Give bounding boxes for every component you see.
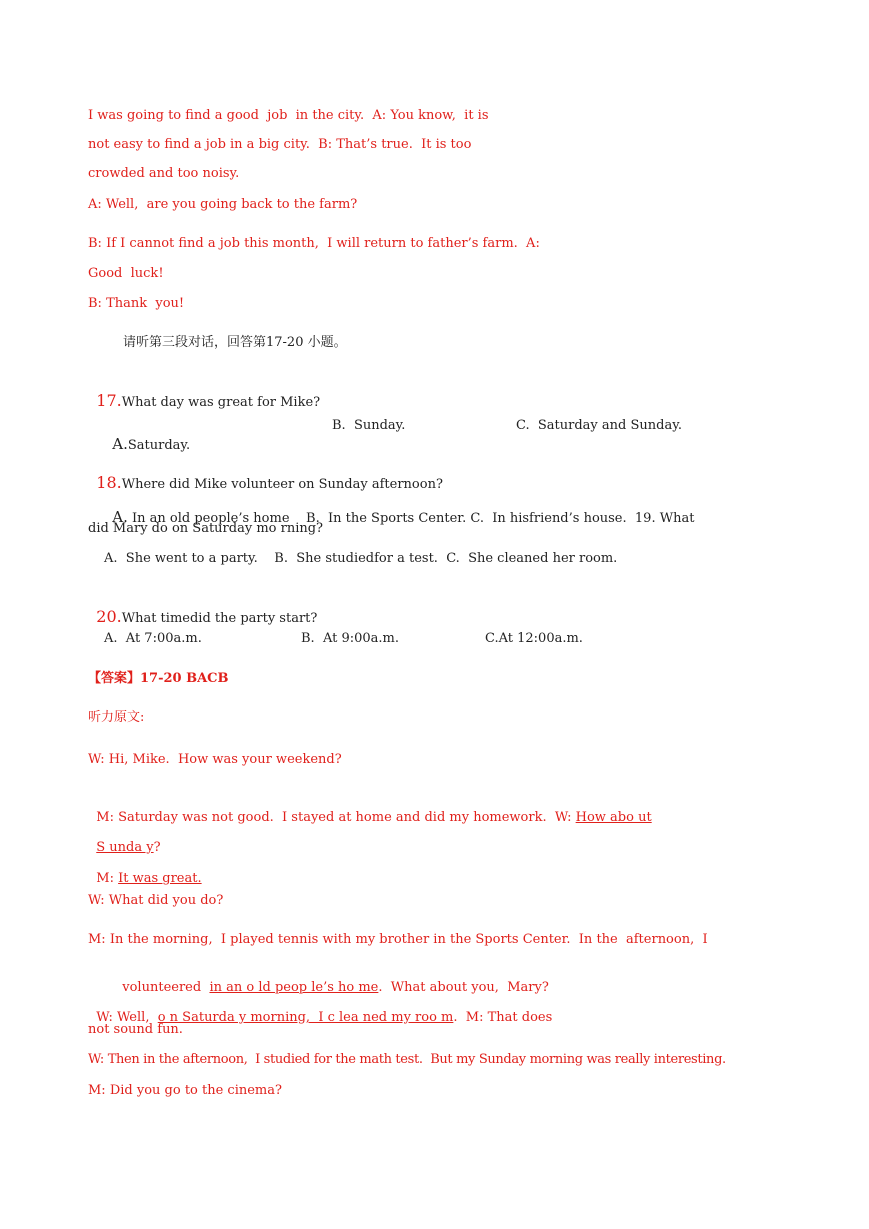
dialogue-line-5: B: If I cannot find a job this month, I will return to father’s farm. A: (88, 236, 540, 251)
q17-option-c[interactable]: C. Saturday and Sunday. (516, 418, 682, 433)
transcript-text: M: Saturday was not good. I stayed at home and did my homework. W: (96, 810, 576, 825)
underlined-phrase: in an o ld peop le’s ho me (209, 980, 379, 995)
dialogue-line-2: not easy to find a job in a big city. B: That’s true. It is too (88, 137, 472, 152)
transcript-text: . What about you, Mary? (378, 980, 549, 995)
question-text: What timedid the party start? (121, 611, 318, 626)
transcript-text: M: (96, 871, 119, 886)
underlined-phrase: S unda y (96, 840, 154, 855)
question-number: 17. (96, 391, 122, 410)
underlined-phrase: o n Saturda y morning, I c lea ned my roo m (157, 1010, 454, 1025)
q17-option-b[interactable]: B. Sunday. (332, 418, 406, 433)
question-20 (88, 590, 317, 628)
transcript-line-5: W: What did you do? (88, 893, 224, 908)
question-number: 18. (96, 473, 122, 492)
transcript-text: . M: That does (453, 1010, 553, 1025)
dialogue-line-3: crowded and too noisy. (88, 166, 240, 181)
option-text: Saturday. (127, 438, 191, 453)
q20-option-c[interactable]: C.At 12:00a.m. (485, 631, 583, 646)
transcript-line-1: W: Hi, Mike. How was your weekend? (88, 752, 342, 767)
underlined-phrase: It was great. (118, 871, 202, 886)
underlined-phrase: How abo ut (575, 810, 652, 825)
dialogue-line-6: Good luck! (88, 266, 164, 281)
q20-option-b[interactable]: B. At 9:00a.m. (301, 631, 400, 646)
transcript-line-9: not sound fun. (88, 1022, 183, 1037)
dialogue-line-1: I was going to find a good job in the city. A: You know, it is (88, 108, 489, 123)
transcript-line-11: M: Did you go to the cinema? (88, 1083, 282, 1098)
section-instruction: 请听第三段对话，回答第17-20 小题。 (123, 335, 347, 350)
question-text: Where did Mike volunteer on Sunday afternoon? (121, 477, 443, 492)
transcript-line-2 (88, 791, 652, 827)
question-number: 20. (96, 607, 122, 626)
q19-question-text: did Mary do on Saturday mo rning? (88, 521, 324, 536)
transcript-line-10: W: Then in the afternoon, I studied for the math test. But my Sunday morning was really interesting. (88, 1052, 726, 1067)
question-18 (88, 456, 443, 494)
transcript-text: volunteered (122, 980, 210, 995)
answer-key: 【答案】17-20 BACB (88, 671, 229, 686)
q20-option-a[interactable]: A. At 7:00a.m. (104, 631, 202, 646)
transcript-text: W: Well, (96, 1010, 158, 1025)
option-letter: A. (112, 508, 128, 526)
dialogue-line-7: B: Thank you! (88, 296, 185, 311)
option-letter: A. (112, 435, 128, 453)
q17-option-a[interactable] (104, 417, 190, 455)
transcript-text: ? (153, 840, 161, 855)
transcript-label: 听力原文: (88, 710, 145, 725)
q19-options-line[interactable]: A. She went to a party. B. She studiedfor a test. C. She cleaned her room. (104, 551, 618, 566)
dialogue-line-4: A: Well, are you going back to the farm? (88, 197, 358, 212)
options-text: In an old people’s home B. In the Sports Center. C. In hisfriend’s house. 19. What (132, 511, 695, 526)
question-17 (88, 374, 320, 412)
transcript-line-6: M: In the morning, I played tennis with my brother in the Sports Center. In the afternoon, I (88, 932, 708, 947)
transcript-line-4 (88, 852, 202, 888)
question-text: What day was great for Mike? (121, 395, 321, 410)
